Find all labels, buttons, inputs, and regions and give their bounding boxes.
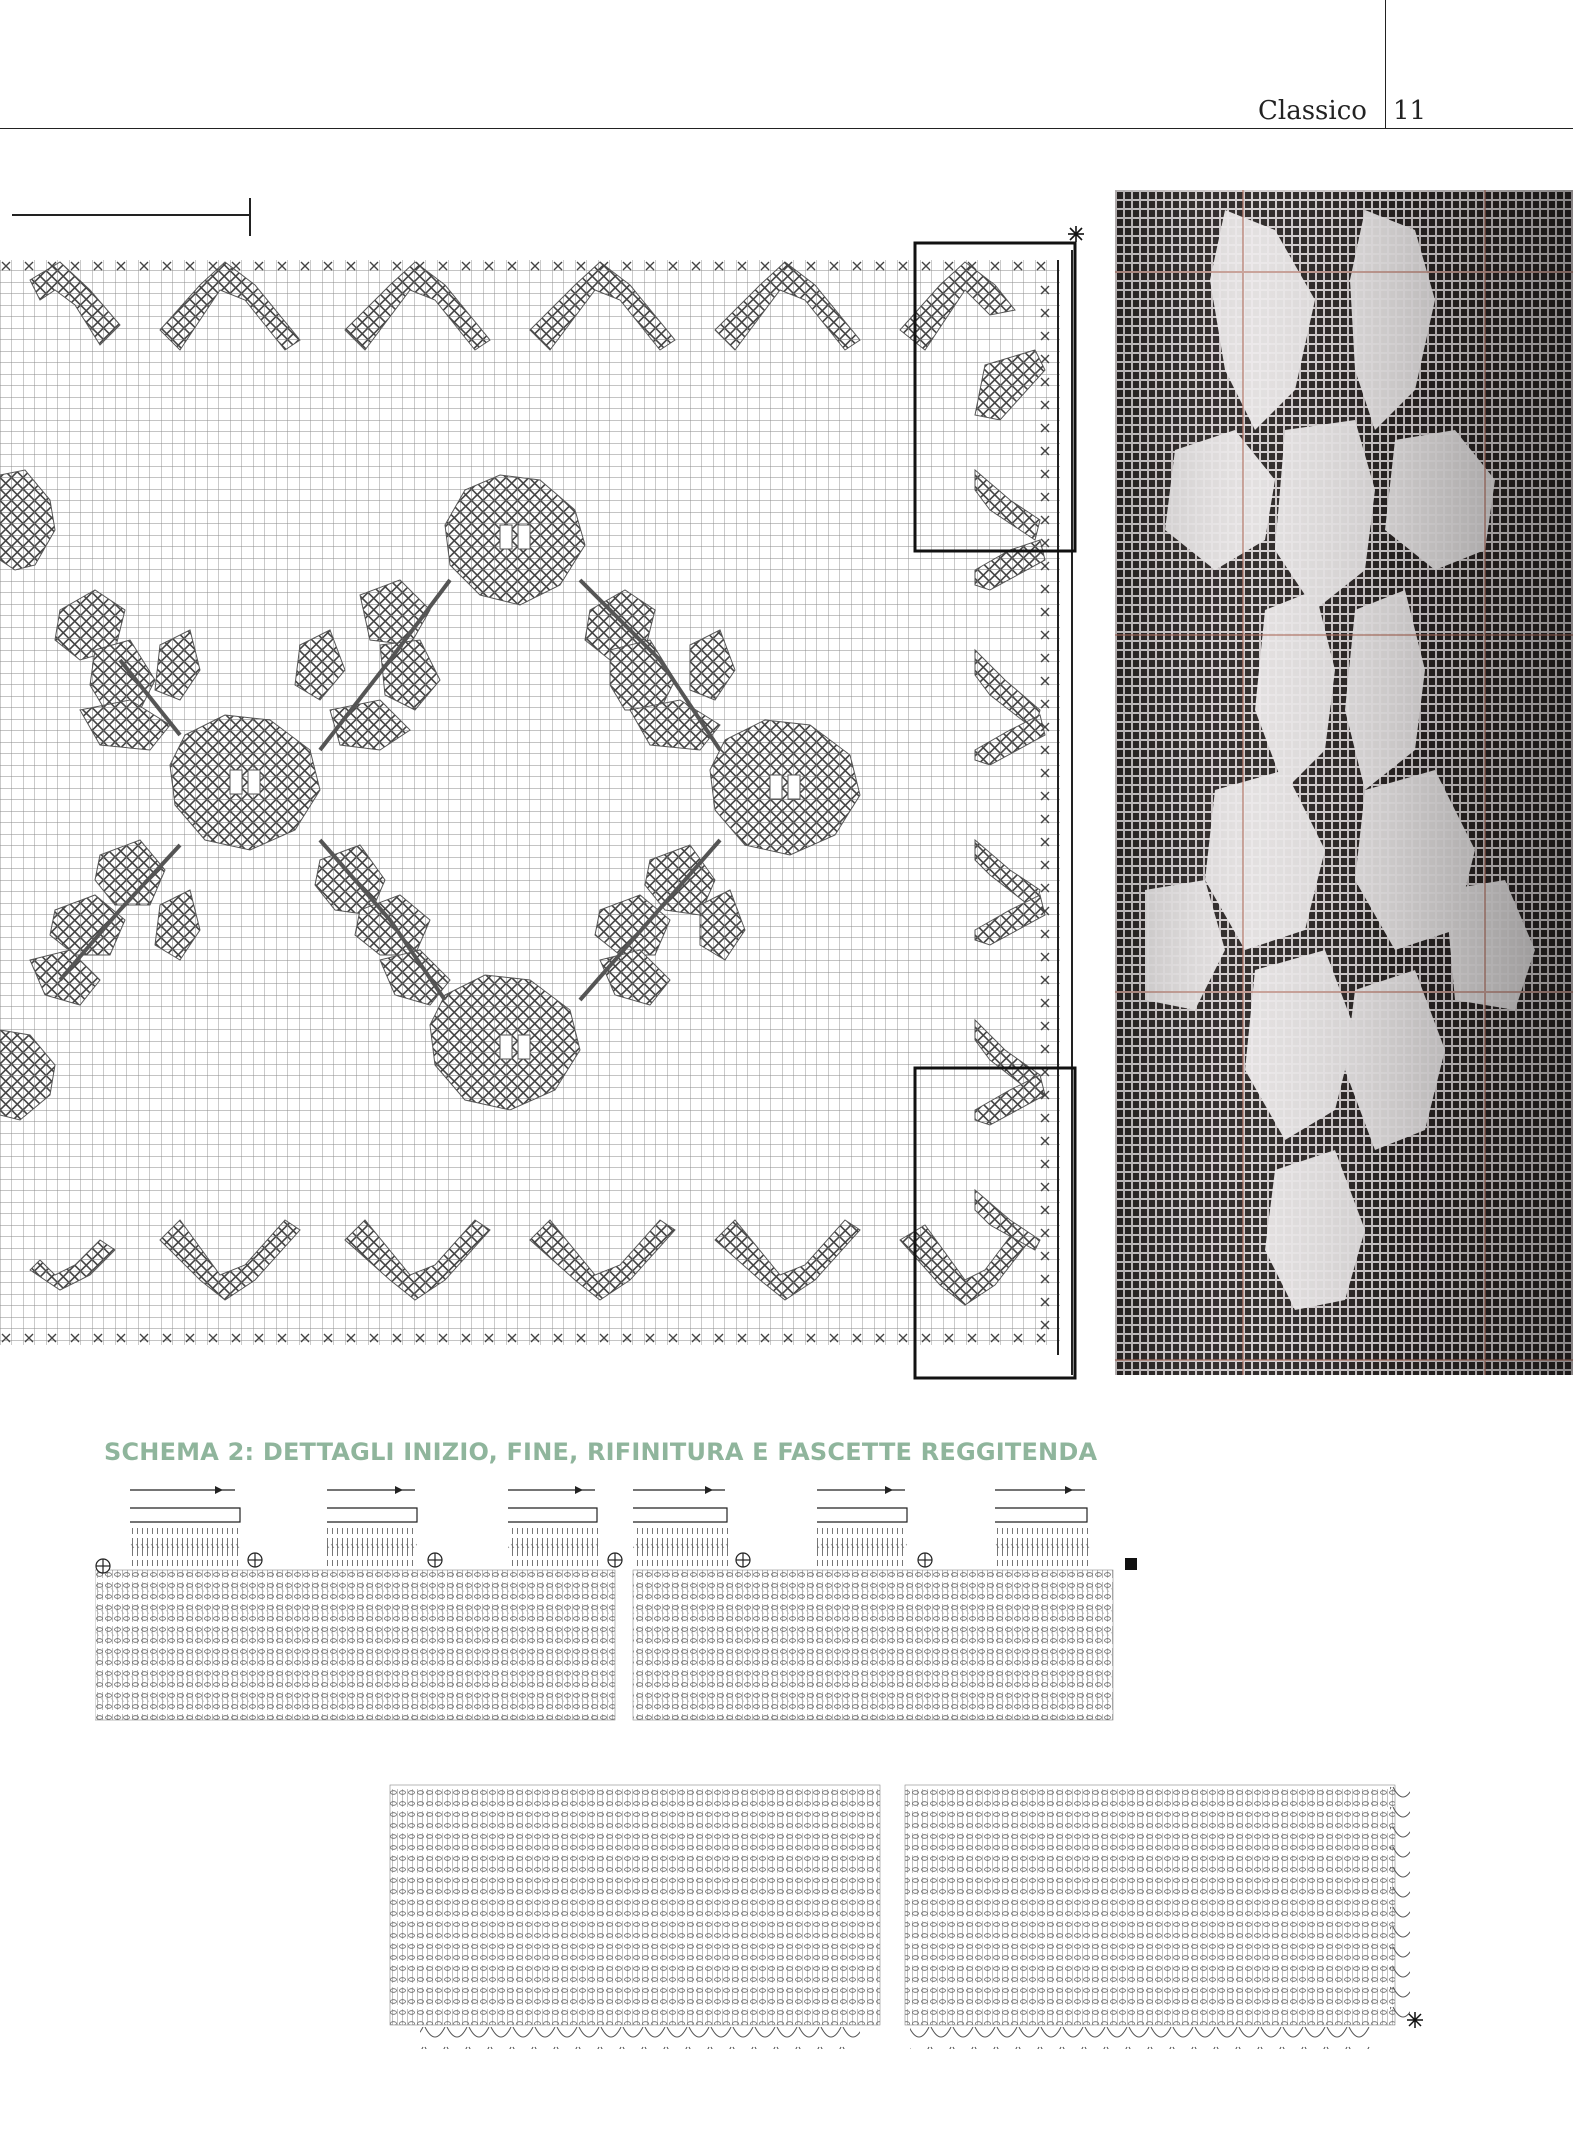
page-number: 11: [1393, 96, 1427, 126]
chart-grid: [0, 260, 1060, 1345]
section-title: Classico: [1258, 96, 1367, 126]
asterisk-icon: [1068, 226, 1084, 242]
scallop-edging-left: [420, 2027, 860, 2049]
filled-square-icon: [1125, 1558, 1137, 1570]
header-divider: [1385, 0, 1386, 128]
schema-heading: SCHEMA 2: DETTAGLI INIZIO, FINE, RIFINITURA E FASCETTE REGGITENDA: [104, 1438, 1098, 1466]
asterisk-icon: [1407, 2012, 1423, 2028]
row-arrows: [130, 1490, 1087, 1522]
scallop-edging-right: [910, 2027, 1370, 2049]
filet-chart: [0, 190, 1085, 1385]
schema2-upper-diagram: [95, 1470, 1155, 1760]
curtain-photo: [1115, 190, 1573, 1375]
schema2-lower-diagram: [380, 1765, 1440, 2065]
dimension-marker: [12, 198, 250, 236]
header-rule: [0, 128, 1573, 129]
scallop-edging-side: [1390, 1785, 1410, 2025]
